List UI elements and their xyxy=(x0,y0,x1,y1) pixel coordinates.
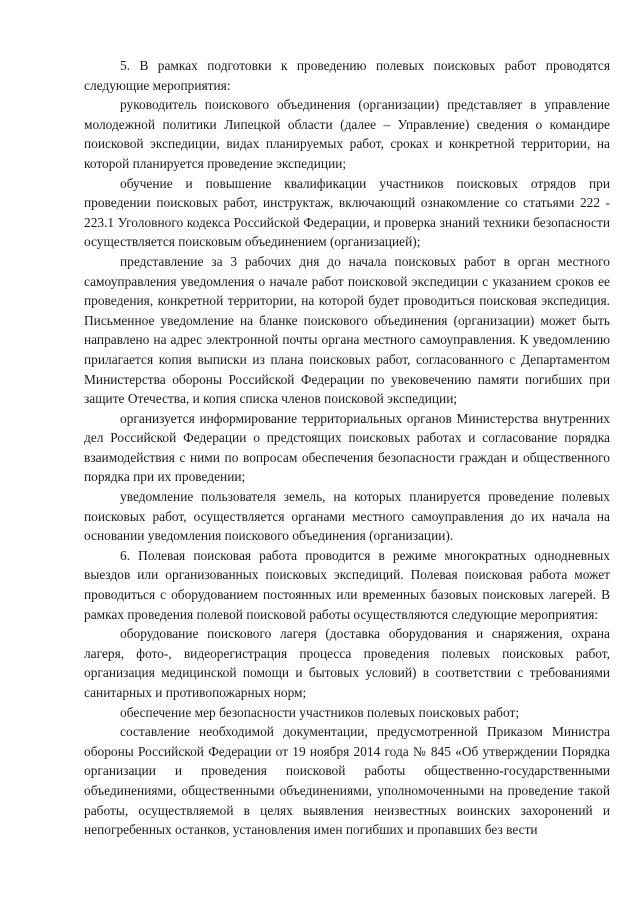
paragraph-item-6: 6. Полевая поисковая работа проводится в режиме многократных однодневных выездов или организованных поисковых экспедиций. Полевая поисковая работа может проводиться с оборудованием постоянных или временных базовых поисковых лагерей. В рамках проведения полевой поисковой работы осуществляются следующие мероприятия: xyxy=(84,547,610,622)
paragraph-leader-info: руководитель поискового объединения (организации) представляет в управление молодежной политики Липецкой области (далее – Управление) сведения о командире поисковой экспедиции, видах планируемых работ, сроках и конкретной территории, на которой планируется проведение экспедиции; xyxy=(84,97,610,171)
paragraph-land-user-notice: уведомление пользователя земель, на которых планируется проведение полевых поисковых работ, осуществляется органами местного самоуправления до их начала на основании уведомления поискового объединения (организации). xyxy=(84,489,610,544)
paragraph-safety: обеспечение мер безопасности участников полевых поисковых работ; xyxy=(120,704,520,720)
paragraph-police-informing: организуется информирование территориальных органов Министерства внутренних дел Российской Федерации о предстоящих поисковых работах и согласование порядка взаимодействия с ними по вопросам обеспечения безопасности граждан и общественного порядка при их проведении; xyxy=(84,410,610,485)
paragraph-item-5: 5. В рамках подготовки к проведению полевых поисковых работ проводятся следующие мероприятия: xyxy=(84,58,610,93)
paragraph-notification: представление за 3 рабочих дня до начала поисковых работ в орган местного самоуправления уведомления о начале работ поисковой экспедиции с указанием сроков ее проведения, конкретной территории, на которой будет проводиться поисковая экспедиция. Письменное уведомление на бланке поискового объединения (организации) может быть направлено на адрес электронной почты органа местного самоуправления. К уведомлению прилагается копия выписки из плана поисковых работ, согласованного с Департаментом Министерства обороны Российской Федерации по увековечению памяти погибших при защите Отечества, и копия списка членов поисковой экспедиции; xyxy=(84,253,610,407)
paragraph-training: обучение и повышение квалификации участников поисковых отрядов при проведении поисковых работ, инструктаж, включающий ознакомление со статьями 222 - 223.1 Уголовного кодекса Российской Федерации, и проверка знаний техники безопасности осуществляется поисковым объединением (организацией); xyxy=(84,175,610,250)
paragraph-camp-equipment: оборудование поискового лагеря (доставка оборудования и снаряжения, охрана лагеря, фото-, видеорегистрация процесса проведения полевых поисковых работ, организация медицинской помощи и бытовых условий) в соответствии с требованиями санитарных и противопожарных норм; xyxy=(84,626,610,700)
paragraph-documentation: составление необходимой документации, предусмотренной Приказом Министра обороны Российской Федерации от 19 ноября 2014 года № 845 «Об утверждении Порядка организации и проведения поисковой работы общественно-государственными объединениями, общественными объединениями, уполномоченными на проведение такой работы, осуществляемой в целях выявления неизвестных воинских захоронений и непогребенных останков, установления имен погибших и пропавших без вести xyxy=(84,724,610,838)
